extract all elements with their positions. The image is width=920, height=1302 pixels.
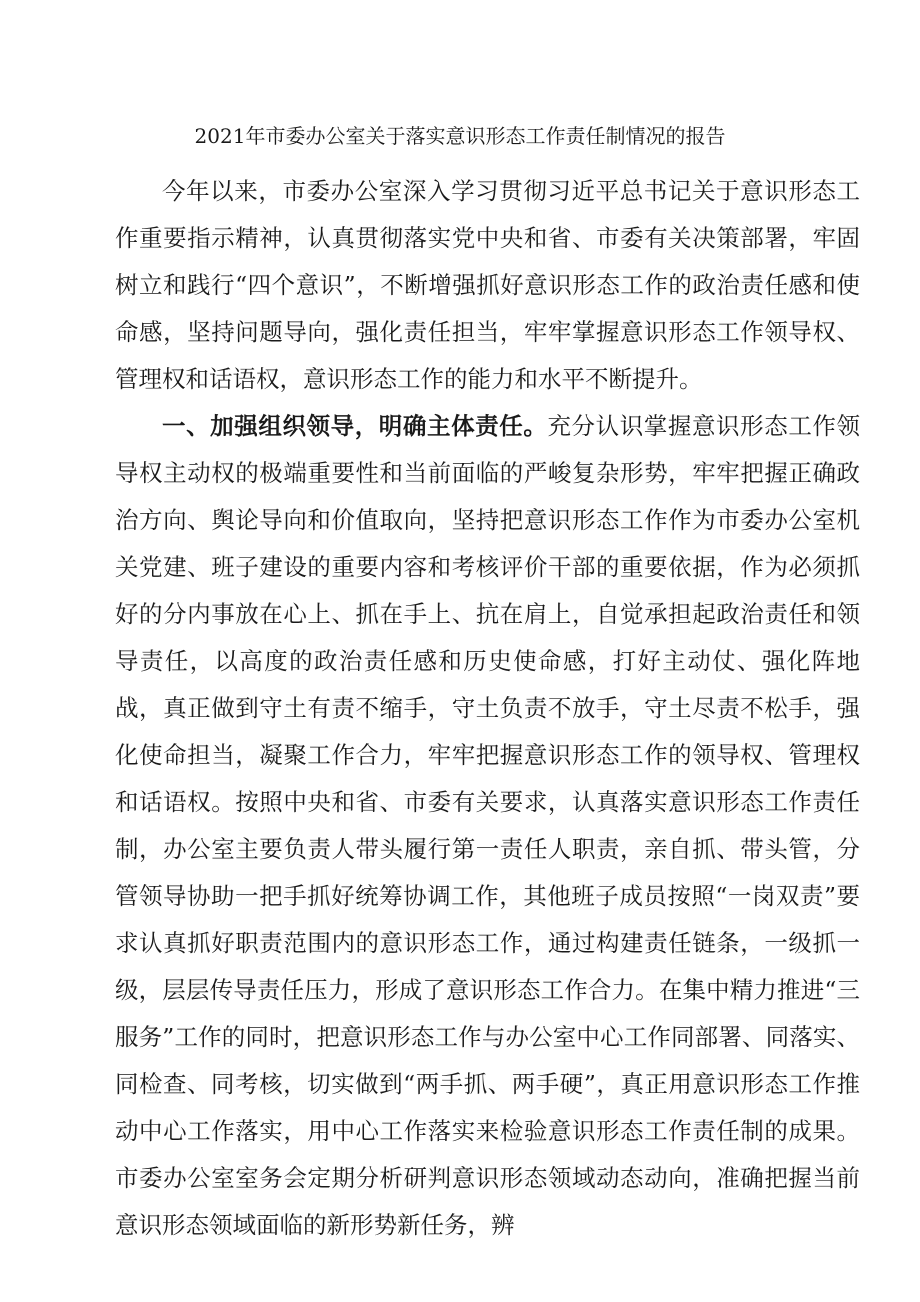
section-1-heading: 一、加强组织领导，明确主体责任。 bbox=[162, 412, 548, 440]
section-1-paragraph bbox=[115, 403, 860, 1249]
intro-paragraph bbox=[115, 168, 860, 403]
document-title: 2021年市委办公室关于落实意识形态工作责任制情况的报告 bbox=[194, 124, 726, 148]
section-1-text: 充分认识掌握意识形态工作领导权主动权的极端重要性和当前面临的严峻复杂形势，牢牢把握正确政治方向、舆论导向和价值取向，坚持把意识形态工作作为市委办公室机关党建、班子建设的重要内容和考核评价干部的重要依据，作为必须抓好的分内事放在心上、抓在手上、抗在肩上，自觉承担起政治责任和领导责任，以高度的政治责任感和历史使命感，打好主动仗、强化阵地战，真正做到守土有责不缩手，守土负责不放手，守土尽责不松手，强化使命担当，凝聚工作合力，牢牢把握意识形态工作的领导权、管理权和话语权。按照中央和省、市委有关要求，认真落实意识形态工作责任制，办公室主要负责人带头履行第一责任人职责，亲自抓、带头管，分管领导协助一把手抓好统筹协调工作，其他班子成员按照“一岗双责”要求认真抓好职责范围内的意识形态工作，通过构建责任链条，一级抓一级，层层传导责任压力，形成了意识形态工作合力。在集中精力推进“三服务”工作的同时，把意识形态工作与办公室中心工作同部署、同落实、同检查、同考核，切实做到“两手抓、两手硬”，真正用意识形态工作推动中心工作落实，用中心工作落实来检验意识形态工作责任制的成果。市委办公室室务会定期分析研判意识形态领域动态动向，准确把握当前意识形态领域面临的新形势新任务，辨 bbox=[115, 412, 861, 1239]
intro-paragraph-text: 今年以来，市委办公室深入学习贯彻习近平总书记关于意识形态工作重要指示精神，认真贯彻落实党中央和省、市委有关决策部署，牢固树立和践行“四个意识”，不断增强抓好意识形态工作的政治责任感和使命感，坚持问题导向，强化责任担当，牢牢掌握意识形态工作领导权、管理权和话语权，意识形态工作的能力和水平不断提升。 bbox=[115, 177, 860, 393]
